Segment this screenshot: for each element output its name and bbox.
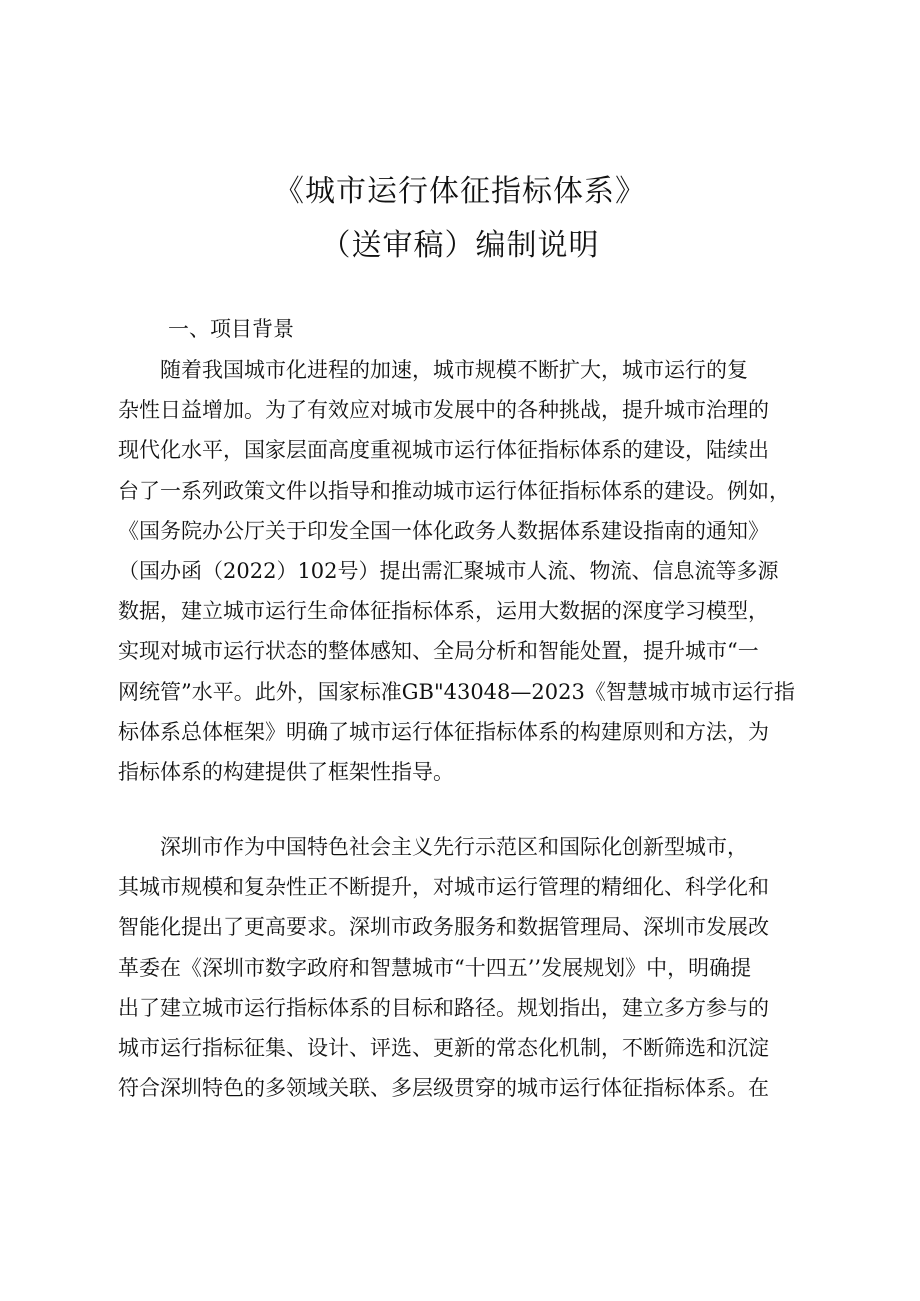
paragraph-line: 城市运行指标征集、设计、评选、更新的常态化机制，不断筛选和沉淀 xyxy=(118,1035,769,1060)
paragraph-line: 深圳市作为中国特色社会主义先行示范区和国际化创新型城市， xyxy=(118,835,748,859)
title-line-main: 《城市运行体征指标体系》 xyxy=(274,174,646,209)
paragraph-line: 网统管”水平。此外，国家标准GB"43048—2023《智慧城市城市运行指 xyxy=(118,679,795,704)
paragraph-line: 指标体系的构建提供了框架性指导。 xyxy=(118,759,454,784)
paragraph-line: 标体系总体框架》明确了城市运行体征指标体系的构建原则和方法，为 xyxy=(118,719,769,744)
paragraph-line: 智能化提出了更高要求。深圳市政务服务和数据管理局、深圳市发展改 xyxy=(118,915,769,940)
paragraph-policy-background xyxy=(118,350,828,792)
paragraph-line: 符合深圳特色的多领域关联、多层级贯穿的城市运行体征指标体系。在 xyxy=(118,1076,769,1101)
paragraph-line: 台了一系列政策文件以指导和推动城市运行体征指标体系的建设。例如， xyxy=(118,478,790,503)
title-line-subtitle: （送审稿）编制说明 xyxy=(320,228,600,263)
paragraph-line: 随着我国城市化进程的加速，城市规模不断扩大，城市运行的复 xyxy=(118,358,748,382)
document-title xyxy=(0,168,920,270)
paragraph-line: （国办函（2022）102号）提出需汇聚城市人流、物流、信息流等多源 xyxy=(118,558,779,583)
paragraph-line: 其城市规模和复杂性正不断提升，对城市运行管理的精细化、科学化和 xyxy=(118,875,769,900)
paragraph-line: 现代化水平，国家层面高度重视城市运行体征指标体系的建设，陆续出 xyxy=(118,438,769,463)
paragraph-line: 出了建立城市运行指标体系的目标和路径。规划指出，建立多方参与的 xyxy=(118,995,769,1020)
paragraph-line: 革委在《深圳市数字政府和智慧城市“十四五’’发展规划》中，明确提 xyxy=(118,955,752,980)
section-heading-background: 一、项目背景 xyxy=(168,317,294,341)
paragraph-line: 《国务院办公厅关于印发全国一体化政务人数据体系建设指南的通知》 xyxy=(118,518,769,543)
paragraph-line: 杂性日益增加。为了有效应对城市发展中的各种挑战，提升城市治理的 xyxy=(118,398,769,423)
paragraph-line: 实现对城市运行状态的整体感知、全局分析和智能处置，提升城市“一 xyxy=(118,639,759,664)
paragraph-line: 数据，建立城市运行生命体征指标体系，运用大数据的深度学习模型， xyxy=(118,599,769,624)
paragraph-shenzhen-background xyxy=(118,827,828,1108)
